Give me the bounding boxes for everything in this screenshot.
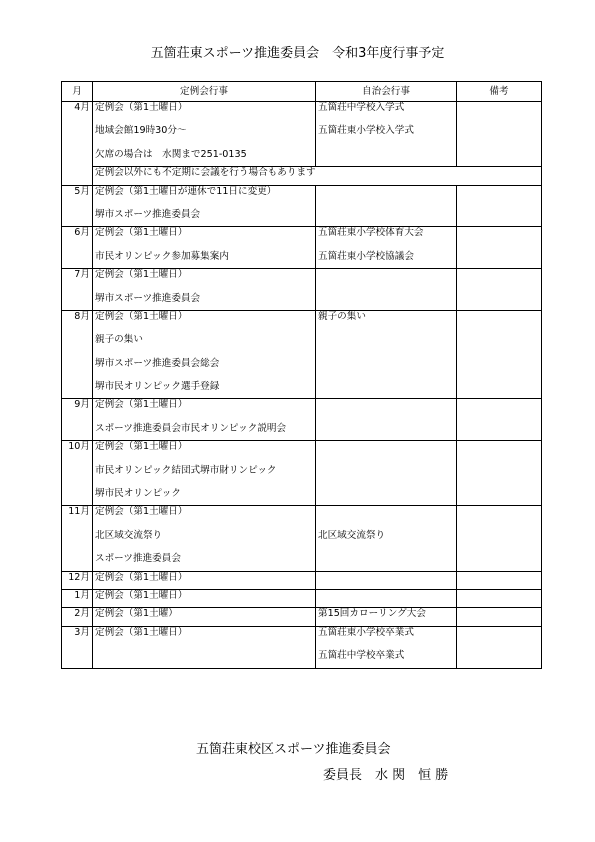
association-events-cell [316, 441, 457, 506]
header-regular-meeting-events: 定例会行事 [93, 82, 316, 102]
notes-cell [457, 626, 542, 668]
regular-event-item: 堺市スポーツ推進委員会 [95, 292, 201, 304]
association-events-cell [316, 310, 457, 399]
month-cell: 1月 [62, 589, 93, 607]
notes-cell [457, 441, 542, 506]
header-association-events: 自治会行事 [316, 82, 457, 102]
regular-events-cell [93, 102, 316, 167]
association-events-cell [316, 626, 457, 668]
month-cell: 7月 [62, 269, 93, 311]
regular-events-cell [93, 506, 316, 571]
month-cell: 6月 [62, 227, 93, 269]
regular-event-item: スポーツ推進委員会市民オリンピック説明会 [95, 422, 287, 434]
regular-event-item: 堺市スポーツ推進委員会総会 [95, 357, 220, 369]
notes-cell [457, 399, 542, 441]
header-month: 月 [62, 82, 93, 102]
table-row [62, 441, 542, 506]
table-row [62, 102, 542, 167]
notes-cell [457, 227, 542, 269]
month-cell: 3月 [62, 626, 93, 668]
association-event-item: 五箇荘東小学校入学式 [318, 125, 414, 137]
association-event-item: 五箇荘中学校入学式 [318, 102, 405, 113]
schedule-body [62, 102, 542, 669]
association-events-cell [316, 571, 457, 589]
table-row [62, 506, 542, 571]
table-row [62, 626, 542, 668]
notes-cell [457, 269, 542, 311]
notes-cell [457, 506, 542, 571]
association-event-item: 親子の集い [318, 310, 366, 322]
regular-event-item: 定例会（第1土曜日） [95, 441, 188, 453]
table-row [62, 310, 542, 399]
regular-event-item: 定例会（第1土曜日） [95, 399, 188, 411]
association-event-item: 五箇荘中学校卒業式 [318, 650, 405, 662]
regular-event-item: 北区域交流祭り [95, 529, 163, 541]
regular-event-item: 定例会（第1土曜日） [95, 589, 188, 601]
regular-events-cell [93, 441, 316, 506]
regular-event-item: 定例会（第1土曜日が連休で11日に変更） [95, 185, 277, 197]
month-cell: 9月 [62, 399, 93, 441]
association-event-item: 五箇荘東小学校協議会 [318, 250, 414, 262]
regular-event-item: 市民オリンピック参加募集案内 [95, 250, 229, 262]
association-event-item [318, 500, 454, 523]
irregular-meeting-note: 定例会以外にも不定期に会議を行う場合もあります [95, 167, 316, 179]
event-schedule-table [61, 81, 542, 669]
regular-event-item: 堺市民オリンピック [95, 488, 181, 500]
regular-event-item: 定例会（第1土曜日） [95, 227, 188, 239]
month-cell: 11月 [62, 506, 93, 571]
regular-event-item: 堺市民オリンピック選手登録 [95, 381, 220, 393]
regular-event-item: 定例会（第1土曜日） [95, 102, 188, 113]
page-title: 五箇荘東スポーツ推進委員会 令和3年度行事予定 [150, 46, 445, 61]
month-cell: 5月 [62, 185, 93, 227]
regular-event-item: 欠席の場合は 水関まで251-0135 [95, 148, 247, 160]
regular-event-item: 市民オリンピック結団式堺市財リンピック [95, 464, 277, 476]
month-cell: 8月 [62, 310, 93, 399]
notes-cell [457, 185, 542, 227]
regular-event-item: 定例会（第1土曜日） [95, 310, 188, 322]
association-events-cell [316, 399, 457, 441]
month-cell: 12月 [62, 571, 93, 589]
regular-event-item: 親子の集い [95, 334, 143, 346]
regular-event-item: 地域会館19時30分～ [95, 125, 187, 137]
notes-cell [457, 589, 542, 607]
month-cell: 4月 [62, 102, 93, 186]
regular-event-item: 定例会（第1土曜） [95, 608, 178, 620]
notes-cell [457, 102, 542, 167]
regular-events-cell [93, 310, 316, 399]
association-event-item: 五箇荘東小学校体育大会 [318, 227, 424, 239]
month-cell: 10月 [62, 441, 93, 506]
footer-chair: 委員長 水 関 恒 勝 [323, 768, 449, 783]
notes-cell [457, 571, 542, 589]
association-events-cell [316, 506, 457, 571]
association-event-item: 北区域交流祭り [318, 529, 386, 541]
regular-event-item: 定例会（第1土曜日） [95, 269, 188, 281]
regular-event-item: 定例会（第1土曜日） [95, 506, 188, 518]
association-events-cell [316, 227, 457, 269]
footer-organization: 五箇荘東校区スポーツ推進委員会 [196, 742, 391, 757]
association-event-item: 第15回カローリング大会 [318, 608, 426, 620]
association-events-cell [316, 102, 457, 167]
regular-events-cell [93, 626, 316, 668]
notes-cell [457, 310, 542, 399]
month-cell: 2月 [62, 608, 93, 626]
header-notes: 備考 [457, 82, 542, 102]
regular-event-item: 定例会（第1土曜日） [95, 626, 188, 638]
notes-cell [457, 608, 542, 626]
regular-event-item: 定例会（第1土曜日） [95, 571, 188, 583]
regular-event-item: 堺市スポーツ推進委員会 [95, 208, 201, 220]
regular-event-item: スポーツ推進委員会 [95, 553, 181, 565]
association-event-item: 五箇荘東小学校卒業式 [318, 626, 414, 638]
